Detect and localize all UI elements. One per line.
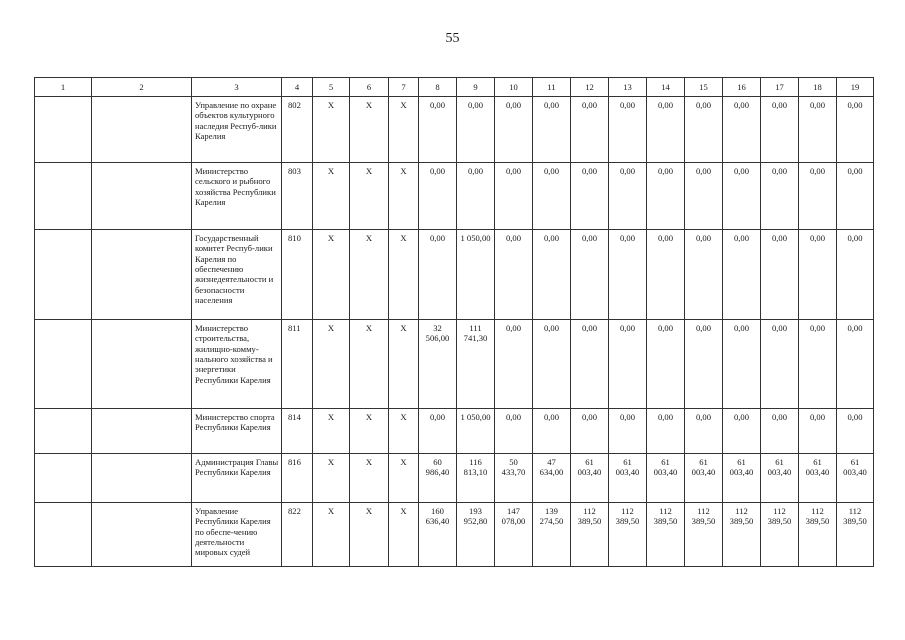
value-col-17: 0,00 [761, 97, 799, 163]
value-col-10: 0,00 [495, 97, 533, 163]
value-col-17: 61 003,40 [761, 454, 799, 503]
value-col-13: 0,00 [609, 409, 647, 454]
table-row [35, 320, 874, 409]
organization-name: Министерство спорта Республики Карелия [192, 409, 282, 454]
column-number-19: 19 [837, 78, 874, 97]
value-col-14: 0,00 [647, 163, 685, 230]
value-col-17: 0,00 [761, 163, 799, 230]
value-col-8: 0,00 [419, 409, 457, 454]
cell-col-6: Х [350, 454, 389, 503]
value-col-13: 0,00 [609, 320, 647, 409]
page-number: 55 [445, 31, 460, 46]
column-number-18: 18 [799, 78, 837, 97]
column-number-1: 1 [35, 78, 92, 97]
organization-code: 803 [282, 163, 313, 230]
column-number-15: 15 [685, 78, 723, 97]
value-col-10: 50 433,70 [495, 454, 533, 503]
value-col-13: 112 389,50 [609, 503, 647, 567]
cell-col-5: Х [313, 97, 350, 163]
value-col-9: 1 050,00 [457, 230, 495, 320]
cell-col-1 [35, 320, 92, 409]
cell-col-2 [92, 320, 192, 409]
cell-col-5: Х [313, 230, 350, 320]
column-number-2: 2 [92, 78, 192, 97]
value-col-9: 0,00 [457, 163, 495, 230]
value-col-19: 0,00 [837, 230, 874, 320]
cell-col-6: Х [350, 409, 389, 454]
value-col-14: 112 389,50 [647, 503, 685, 567]
value-col-18: 112 389,50 [799, 503, 837, 567]
organization-name: Управление Республики Карелия по обеспе-чению деятельности мировых судей [192, 503, 282, 567]
value-col-16: 0,00 [723, 97, 761, 163]
column-number-13: 13 [609, 78, 647, 97]
organization-name: Администрация Главы Республики Карелия [192, 454, 282, 503]
cell-col-2 [92, 163, 192, 230]
value-col-14: 0,00 [647, 97, 685, 163]
value-col-17: 0,00 [761, 409, 799, 454]
value-col-9: 0,00 [457, 97, 495, 163]
column-number-4: 4 [282, 78, 313, 97]
cell-col-6: Х [350, 503, 389, 567]
organization-name: Министерство сельского и рыбного хозяйства Республики Карелия [192, 163, 282, 230]
column-number-7: 7 [389, 78, 419, 97]
value-col-17: 0,00 [761, 230, 799, 320]
value-col-10: 147 078,00 [495, 503, 533, 567]
value-col-15: 0,00 [685, 320, 723, 409]
cell-col-5: Х [313, 320, 350, 409]
value-col-12: 0,00 [571, 97, 609, 163]
value-col-18: 0,00 [799, 230, 837, 320]
value-col-14: 61 003,40 [647, 454, 685, 503]
cell-col-7: Х [389, 163, 419, 230]
value-col-18: 0,00 [799, 97, 837, 163]
value-col-16: 0,00 [723, 230, 761, 320]
cell-col-6: Х [350, 163, 389, 230]
table-row [35, 454, 874, 503]
value-col-11: 139 274,50 [533, 503, 571, 567]
value-col-12: 112 389,50 [571, 503, 609, 567]
cell-col-6: Х [350, 320, 389, 409]
cell-col-2 [92, 409, 192, 454]
value-col-10: 0,00 [495, 320, 533, 409]
table-row [35, 409, 874, 454]
value-col-19: 112 389,50 [837, 503, 874, 567]
value-col-11: 47 634,00 [533, 454, 571, 503]
value-col-17: 0,00 [761, 320, 799, 409]
cell-col-6: Х [350, 97, 389, 163]
organization-code: 814 [282, 409, 313, 454]
cell-col-7: Х [389, 454, 419, 503]
value-col-13: 61 003,40 [609, 454, 647, 503]
value-col-8: 60 986,40 [419, 454, 457, 503]
column-number-row [35, 78, 874, 97]
value-col-12: 61 003,40 [571, 454, 609, 503]
value-col-14: 0,00 [647, 230, 685, 320]
value-col-16: 0,00 [723, 163, 761, 230]
cell-col-7: Х [389, 230, 419, 320]
cell-col-2 [92, 97, 192, 163]
value-col-18: 0,00 [799, 409, 837, 454]
cell-col-2 [92, 230, 192, 320]
value-col-12: 0,00 [571, 230, 609, 320]
value-col-10: 0,00 [495, 163, 533, 230]
organization-code: 810 [282, 230, 313, 320]
cell-col-5: Х [313, 503, 350, 567]
value-col-13: 0,00 [609, 163, 647, 230]
value-col-9: 193 952,80 [457, 503, 495, 567]
organization-name: Управление по охране объектов культурного наследия Респуб-лики Карелия [192, 97, 282, 163]
column-number-10: 10 [495, 78, 533, 97]
cell-col-1 [35, 97, 92, 163]
value-col-8: 0,00 [419, 230, 457, 320]
value-col-12: 0,00 [571, 320, 609, 409]
value-col-16: 61 003,40 [723, 454, 761, 503]
column-number-16: 16 [723, 78, 761, 97]
cell-col-2 [92, 454, 192, 503]
table-row [35, 163, 874, 230]
cell-col-5: Х [313, 454, 350, 503]
value-col-11: 0,00 [533, 409, 571, 454]
value-col-12: 0,00 [571, 409, 609, 454]
value-col-10: 0,00 [495, 409, 533, 454]
value-col-15: 0,00 [685, 97, 723, 163]
value-col-10: 0,00 [495, 230, 533, 320]
organization-code: 811 [282, 320, 313, 409]
value-col-18: 0,00 [799, 163, 837, 230]
value-col-15: 0,00 [685, 163, 723, 230]
value-col-8: 32 506,00 [419, 320, 457, 409]
value-col-16: 0,00 [723, 320, 761, 409]
value-col-8: 0,00 [419, 163, 457, 230]
cell-col-1 [35, 503, 92, 567]
value-col-13: 0,00 [609, 230, 647, 320]
cell-col-7: Х [389, 409, 419, 454]
cell-col-1 [35, 230, 92, 320]
value-col-19: 0,00 [837, 163, 874, 230]
budget-table [34, 77, 874, 567]
value-col-11: 0,00 [533, 230, 571, 320]
value-col-11: 0,00 [533, 97, 571, 163]
column-number-6: 6 [350, 78, 389, 97]
table-row [35, 230, 874, 320]
value-col-9: 116 813,10 [457, 454, 495, 503]
column-number-11: 11 [533, 78, 571, 97]
column-number-14: 14 [647, 78, 685, 97]
column-number-3: 3 [192, 78, 282, 97]
value-col-11: 0,00 [533, 163, 571, 230]
cell-col-6: Х [350, 230, 389, 320]
organization-code: 816 [282, 454, 313, 503]
value-col-16: 112 389,50 [723, 503, 761, 567]
value-col-14: 0,00 [647, 320, 685, 409]
value-col-9: 1 050,00 [457, 409, 495, 454]
organization-code: 822 [282, 503, 313, 567]
value-col-15: 0,00 [685, 230, 723, 320]
organization-code: 802 [282, 97, 313, 163]
cell-col-1 [35, 454, 92, 503]
value-col-19: 61 003,40 [837, 454, 874, 503]
value-col-11: 0,00 [533, 320, 571, 409]
value-col-19: 0,00 [837, 320, 874, 409]
table-row [35, 97, 874, 163]
column-number-8: 8 [419, 78, 457, 97]
value-col-18: 61 003,40 [799, 454, 837, 503]
organization-name: Министерство строительства, жилищно-комму-нального хозяйства и энергетики Республики Карелия [192, 320, 282, 409]
cell-col-2 [92, 503, 192, 567]
value-col-8: 0,00 [419, 97, 457, 163]
organization-name: Государственный комитет Респуб-лики Карелия по обеспечению жизнедеятельности и безопасности населения [192, 230, 282, 320]
value-col-19: 0,00 [837, 97, 874, 163]
cell-col-7: Х [389, 320, 419, 409]
value-col-15: 112 389,50 [685, 503, 723, 567]
table-row [35, 503, 874, 567]
value-col-18: 0,00 [799, 320, 837, 409]
value-col-15: 61 003,40 [685, 454, 723, 503]
value-col-17: 112 389,50 [761, 503, 799, 567]
value-col-15: 0,00 [685, 409, 723, 454]
value-col-12: 0,00 [571, 163, 609, 230]
value-col-19: 0,00 [837, 409, 874, 454]
cell-col-7: Х [389, 97, 419, 163]
value-col-16: 0,00 [723, 409, 761, 454]
column-number-12: 12 [571, 78, 609, 97]
cell-col-1 [35, 163, 92, 230]
cell-col-5: Х [313, 409, 350, 454]
cell-col-7: Х [389, 503, 419, 567]
column-number-17: 17 [761, 78, 799, 97]
value-col-14: 0,00 [647, 409, 685, 454]
value-col-8: 160 636,40 [419, 503, 457, 567]
value-col-9: 111 741,30 [457, 320, 495, 409]
column-number-5: 5 [313, 78, 350, 97]
column-number-9: 9 [457, 78, 495, 97]
cell-col-1 [35, 409, 92, 454]
value-col-13: 0,00 [609, 97, 647, 163]
cell-col-5: Х [313, 163, 350, 230]
